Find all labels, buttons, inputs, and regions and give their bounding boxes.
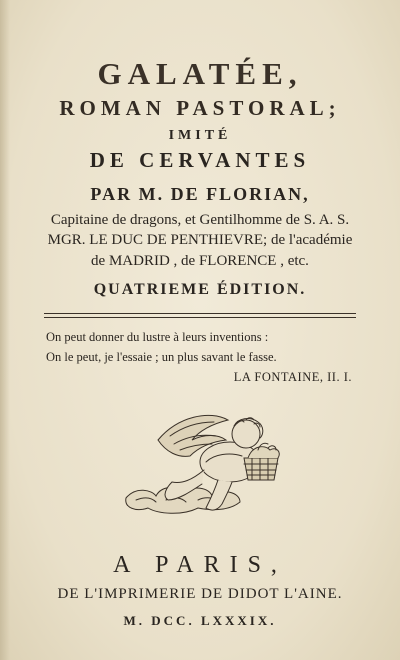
author-description-line: de MADRID , de FLORENCE , etc. [91, 253, 309, 269]
imprint-press: DE L'IMPRIMERIE DE DIDOT L'AINE. [57, 586, 343, 602]
epigraph-line: On le peut, je l'essaie ; un plus savant le fasse. [46, 350, 277, 364]
source-author: DE CERVANTES [89, 148, 311, 172]
double-rule-bottom [44, 317, 356, 318]
book-title: GALATÉE, [97, 56, 303, 91]
author-line: PAR M. DE FLORIAN, [90, 184, 310, 204]
epigraph-attribution: LA FONTAINE, II. I. [233, 370, 352, 384]
imitated-label: IMITÉ [168, 128, 232, 143]
imprint-city: A PARIS, [113, 552, 287, 578]
double-rule-top [44, 313, 356, 314]
author-description-line: MGR. LE DUC DE PENTHIEVRE; de l'académie [47, 232, 353, 248]
book-subtitle: ROMAN PASTORAL; [59, 96, 341, 120]
author-description-line: Capitaine de dragons, et Gentilhomme de S. A. S. [50, 212, 350, 228]
cherub-vignette-icon [118, 400, 288, 530]
imprint-year: M. DCC. LXXXIX. [123, 613, 277, 628]
epigraph-line: On peut donner du lustre à leurs inventions : [46, 330, 269, 344]
edition-line: QUATRIEME ÉDITION. [93, 281, 307, 298]
